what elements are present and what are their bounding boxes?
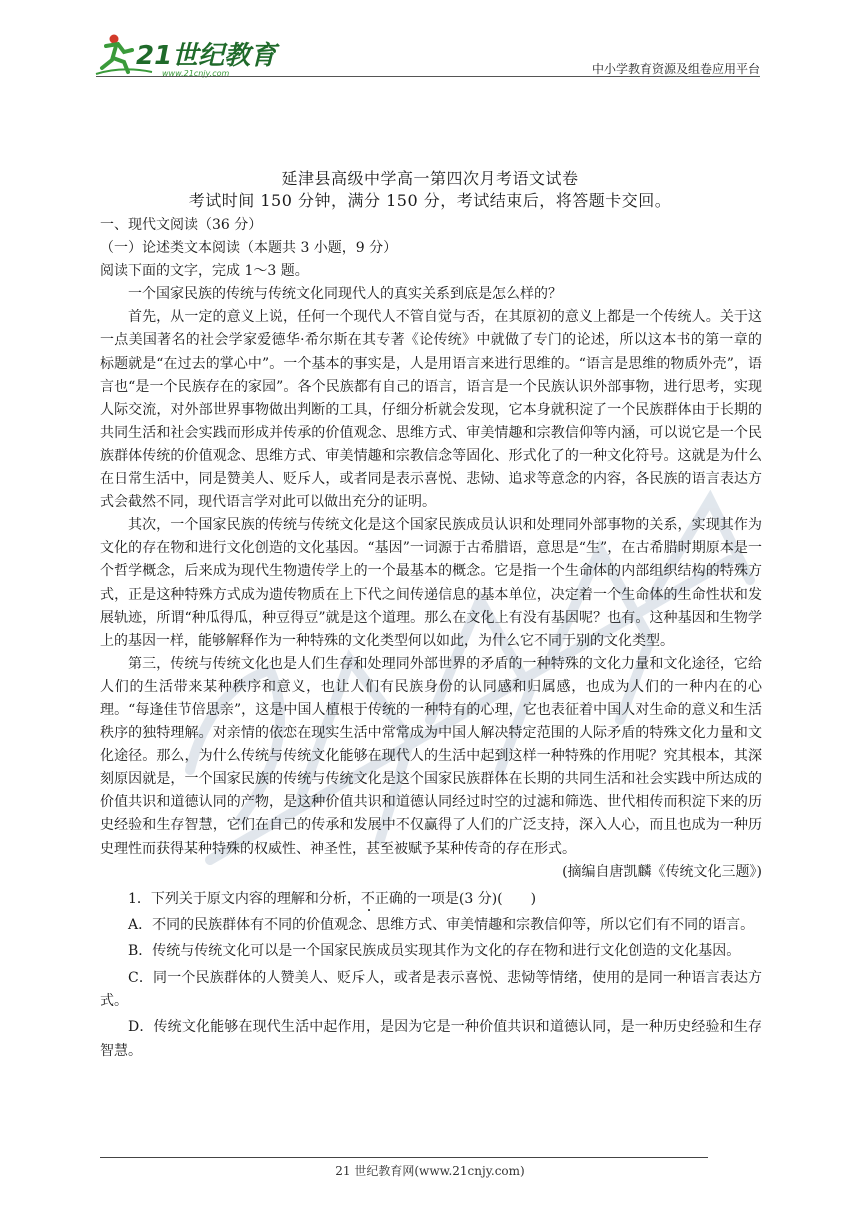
site-logo[interactable] — [92, 30, 277, 78]
question-1-stem — [100, 888, 762, 911]
platform-tagline: 中小学教育资源及组卷应用平台 — [591, 62, 760, 76]
question-1-option-d: D．传统文化能够在现代生活中起作用，是因为它是一种价值共识和道德认同，是一种历史经验和生存智慧。 — [100, 1019, 762, 1059]
exam-body — [100, 214, 762, 1063]
subsection-heading: （一）论述类文本阅读（本题共 3 小题，9 分） — [100, 240, 398, 257]
reading-directions: 阅读下面的文字，完成 1～3 题。 — [100, 263, 309, 280]
question-1-emphasis: 不 — [360, 890, 375, 907]
question-1-suffix: 正确的一项是(3 分)( ) — [374, 890, 537, 907]
logo-url: www.21cnjy.com — [162, 69, 230, 78]
passage-source: (摘编自唐凯麟《传统文化三题》) — [562, 863, 762, 880]
question-1-option-b: B．传统与传统文化可以是一个国家民族成员实现其作为文化的存在物和进行文化创造的文化基因。 — [128, 943, 741, 960]
footer-divider — [100, 1157, 708, 1158]
question-1-prefix: 1．下列关于原文内容的理解和分析， — [128, 890, 361, 907]
exam-instructions: 考试时间 150 分钟，满分 150 分，考试结束后，将答题卡交回。 — [188, 191, 672, 210]
logo-text: 21世纪教育 — [136, 41, 277, 71]
section-heading: 一、现代文阅读（36 分） — [100, 217, 263, 233]
question-1-option-c: C．同一个民族群体的人赞美人、贬斥人，或者是表示喜悦、悲恸等情绪，使用的是同一种语言表达方式。 — [100, 969, 762, 1010]
passage-paragraph: 其次，一个国家民族的传统与传统文化是这个国家民族成员认识和处理同外部事物的关系，实现其作为文化的存在物和进行文化创造的文化基因。“基因”一词源于古希腊语，意思是“生”，在古希腊时期原本是一个哲学概念，后来成为现代生物遗传学上的一个最基本的概念。它是指一个生命体的内部组织结构的特殊方式，正是这种特殊方式成为遗传物质在上下代之间传递信息的基本单位，决定着一个生命体的生命性状和发展轨迹，所谓“种瓜得瓜，种豆得豆”就是这个道理。那么在文化上有没有基因呢？也有。这种基因和生物学上的基因一样，能够解释作为一种特殊的文化类型何以如此，为什么它不同于别的文化类型。 — [100, 517, 762, 649]
passage-paragraph: 一个国家民族的传统与传统文化同现代人的真实关系到底是怎么样的？ — [128, 286, 562, 303]
passage-paragraph: 第三，传统与传统文化也是人们生存和处理同外部世界的矛盾的一种特殊的文化力量和文化途径，它给人们的生活带来某种秩序和意义，也让人们有民族身份的认同感和归属感，也成为人们的一种内在的心理。“每逢佳节倍思亲”，这是中国人植根于传统的一种特有的心理，它也表征着中国人对生命的意义和生活秩序的独特理解。对亲情的依恋在现实生活中常常成为中国人解决特定范围的人际矛盾的特殊文化力量和文化途径。那么，为什么传统与传统文化能够在现代人的生活中起到这样一种特殊的作用呢？究其根本，其深刻原因就是，一个国家民族的传统与传统文化是这个国家民族群体在长期的共同生活和社会实践中所达成的价值共识和道德认同的产物，是这种价值共识和道德认同经过时空的过滤和筛选、世代相传而积淀下来的历史经验和生存智慧，它们在自己的传承和发展中不仅赢得了人们的广泛支持，深入人心，而且也成为一种历史理性而获得某种特殊的权威性、神圣性，甚至被赋予某种传奇的存在形式。 — [100, 655, 762, 857]
header-divider — [96, 76, 760, 77]
exam-title: 延津县高级中学高一第四次月考语文试卷 — [281, 169, 579, 188]
page-footer[interactable]: 21 世纪教育网(www.21cnjy.com) — [335, 1164, 525, 1178]
passage-paragraph: 首先，从一定的意义上说，任何一个现代人不管自觉与否，在其原初的意义上都是一个传统人。关于这一点美国著名的社会学家爱德华·希尔斯在其专著《论传统》中就做了专门的论述，所以这本书的第一章的标题就是“在过去的掌心中”。一个基本的事实是，人是用语言来进行思维的。“语言是思维的物质外壳”，语言也“是一个民族存在的家园”。各个民族都有自己的语言，语言是一个民族认识外部事物，进行思考，实现人际交流，对外部世界事物做出判断的工具，仔细分析就会发现，它本身就积淀了一个民族群体由于长期的共同生活和社会实践而形成并传承的价值观念、思维方式、审美情趣和宗教信仰等内涵，可以说它是一个民族群体传统的价值观念、思维方式、审美情趣和宗教信念等固化、形式化了的一种文化符号。这就是为什么在日常生活中，同是赞美人、贬斥人，或者同是表示喜悦、悲恸、追求等意念的内容，各民族的语言表达方式会截然不同，现代语言学对此可以做出充分的证明。 — [100, 309, 762, 511]
runner-logo-icon — [92, 30, 277, 78]
question-1-option-a: A．不同的民族群体有不同的价值观念、思维方式、审美情趣和宗教信仰等，所以它们有不同的语言。 — [128, 916, 755, 933]
page-header — [92, 30, 760, 80]
